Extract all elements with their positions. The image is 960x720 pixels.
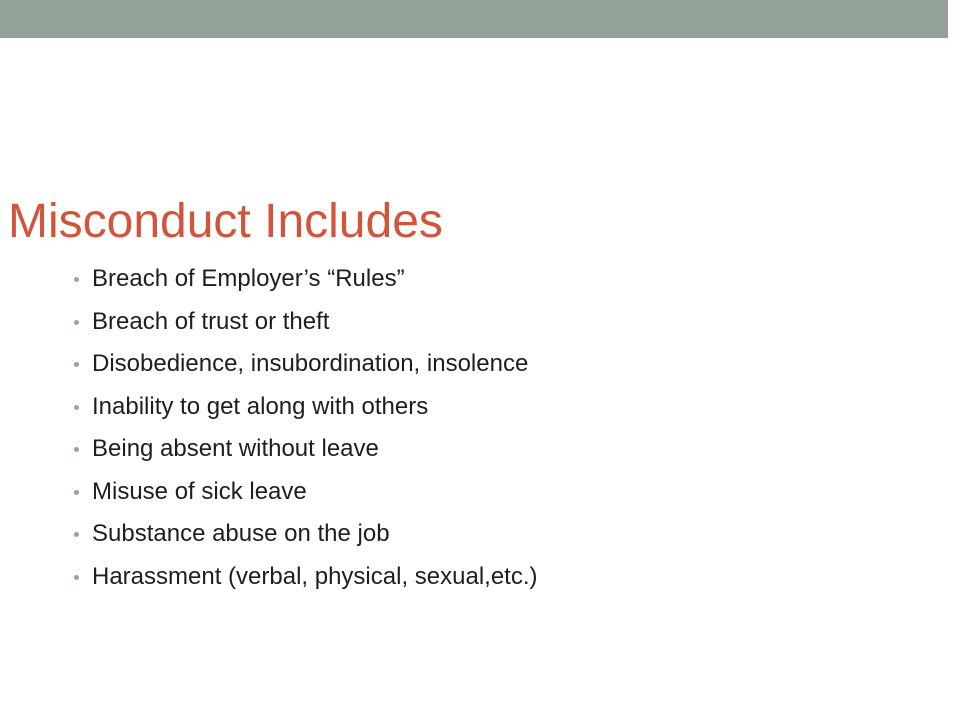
- bullet-dot-icon: [74, 320, 79, 325]
- top-accent-bar: [0, 0, 948, 38]
- bullet-text: Harassment (verbal, physical, sexual,etc.): [92, 562, 538, 590]
- list-item: [72, 343, 538, 386]
- slide-title: Misconduct Includes: [8, 195, 443, 248]
- list-item: [72, 428, 538, 471]
- bullet-text: Substance abuse on the job: [92, 520, 390, 547]
- bullet-dot-icon: [74, 490, 79, 495]
- list-item: [72, 301, 538, 344]
- bullet-text: Breach of trust or theft: [92, 307, 330, 335]
- list-item: [72, 556, 538, 599]
- bullet-dot-icon: [74, 362, 79, 367]
- bullet-list: [72, 258, 538, 598]
- bullet-text: Being absent without leave: [92, 435, 379, 462]
- bullet-text: Misuse of sick leave: [92, 477, 307, 505]
- bullet-dot-icon: [74, 405, 79, 410]
- bullet-text: Breach of Employer’s “Rules”: [92, 265, 405, 292]
- bullet-dot-icon: [74, 277, 79, 282]
- bullet-text: Disobedience, insubordination, insolence: [92, 350, 529, 377]
- bullet-text: Inability to get along with others: [92, 392, 429, 420]
- bullet-dot-icon: [74, 532, 79, 537]
- list-item: [72, 471, 538, 514]
- list-item: [72, 513, 538, 556]
- bullet-dot-icon: [74, 447, 79, 452]
- list-item: [72, 258, 538, 301]
- list-item: [72, 386, 538, 429]
- bullet-dot-icon: [74, 575, 79, 580]
